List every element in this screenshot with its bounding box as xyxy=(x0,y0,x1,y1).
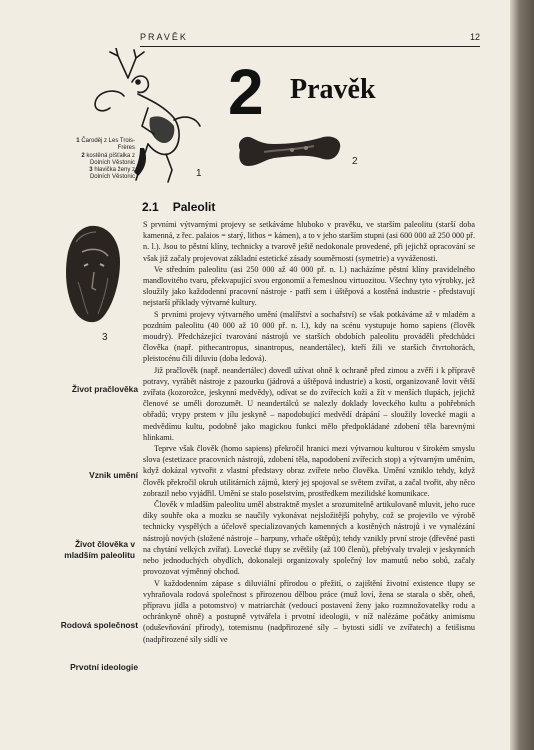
paragraph: S prvními projevy výtvarného umění (malířství a sochařství) se však potkáváme až v mladém a pozdním paleolitu (40 000 až 10 000 př. n. l.), kdy na scénu vystupuje homo sapiens (člověk moudrý). Předcházející tvarování nástrojů ve starších obdobích paleolitu prováděli předchůdci člověka (např. pithecantropus, sinantropus, neandertálec), kteří žili ve starších čtvrtohorách, pleistocénu čili diluviu (doba ledová). xyxy=(143,309,475,364)
paragraph: S prvními výtvarnými projevy se setkáváme hluboko v pravěku, ve starším paleolitu (starší doba kamenná, z řec. palaios = starý, lithos = kámen), a to v jeho starším stupni (asi 600 000 až 250 000 př. n. l.). Jsou to pěstní klíny, technicky a tvarově ještě nedokonale provedené, při jejichž opracování se však již začaly projevovat základní estetické zásady souměrnosti (symetrie) a vyváženosti. xyxy=(143,220,475,263)
page-number: 12 xyxy=(469,32,480,42)
paragraph: Již pračlověk (např. neandertálec) dovedl užívat ohně k ochraně před zimou a zvěří i k přípravě potravy, vyrábět nástroje z pazourku (jádrová a úštěpová industrie) a kostí, organizovaně lovit větší zvířata (kozorožce, jeskynní medvědy), odívat se do zvířecích koží a žít v menších tlupách, jejichž členové se uměli dorozumět. U neandertálců se nalezly doklady loveckého kultu a pohřebních obřadů; vrypy prstem v jílu jeskyně – napodobující medvědí drápání – sloužily lovecké magii a medvědímu kultu, podobně jako magickou funkci mělo předpokládané zdobení těla barevnými hlinkami. xyxy=(143,365,475,442)
figure-1-label: 1 xyxy=(196,168,202,179)
margin-heading-prvotni-ideologie: Prvotní ideologie xyxy=(70,662,138,672)
paragraph: Člověk v mladším paleolitu uměl abstraktně myslet a srozumitelně artikulovaně mluvit, jeho ruce díky souhře oka a mozku se naučily vykonávat nejsložitější pohyby, což se projevilo ve výrobě technicky vyspělých a účelově specializovaných kamenných a kostěných nástrojů i ve vynalézání nástrojů nových (složené nástroje – harpuny, vrhače oštěpů); tehdy vznikly první stroje (dřevěné pasti na chytání velkých zvířat). Lovecké tlupy se zvětšily (až 100 členů), přebývaly trvaleji v jeskynních nebo jednoduchých obydlích, dokonaleji organizovaly společný lov mamutů nebo sobů, začaly provozovat výměnný obchod. xyxy=(143,500,475,577)
caption-1: 1 Čaroděj z Les Trois-Frères xyxy=(76,138,135,152)
bone-flute-illustration xyxy=(234,128,346,176)
margin-heading-rodova-spolecnost: Rodová společnost xyxy=(60,620,138,630)
margin-heading-vznik-umeni: Vznik umění xyxy=(89,470,138,480)
margin-heading-zivot-praclovika: Život pračlověka xyxy=(71,384,138,394)
paragraph: Ve středním paleolitu (asi 250 000 až 40 000 př. n. l.) nacházíme pěstní klíny pravidelného mandlovitého tvaru, překvapující svou ergonomií a řemeslnou virtuozitou. Všechny tyto výrobky, jež sloužily jako každodenní pracovní nástroje - patří sem i úštěpová a kostěná industrie - představují nejstarší příklady výtvarné kultury. xyxy=(143,264,475,308)
figure-captions xyxy=(75,138,135,182)
section-number: 2.1 xyxy=(142,200,159,214)
chapter-number: 2 xyxy=(228,56,264,128)
paragraph: Teprve však člověk (homo sapiens) překročil hranici mezi výtvarnou kulturou v širokém smyslu slova (estetizace pracovních nástrojů, zdobení těla, napodobení zvířecích stop) a výtvarným uměním, když dokázal vytvořit z vlastní představy obraz zvířete nebo člověka. Umění vzniklo tehdy, když člověk překročil okruh utilitárních zájmů, který jej spojoval se světem zvířat, a začal tvořit, aby něco zobrazil nebo vyjádřil. Umění se stalo poselstvím, prostředkem mezilidské komunikace. xyxy=(143,444,475,498)
main-text xyxy=(143,219,475,645)
female-head-illustration xyxy=(62,222,124,326)
section-heading xyxy=(142,200,215,214)
book-page-edge xyxy=(510,0,534,750)
caption-3: 3 hlavička ženy z Dolních Věstonic xyxy=(89,167,135,181)
figure-2-label: 2 xyxy=(352,156,358,167)
paragraph: V každodenním zápase s diluviální přírodou o přežití, o zajištění životní existence tlupy se vyhraňovala rodová společnost s přirozenou dělbou práce (muž loví, žena se starala o sběr, oheň, přípravu jídla a potomstvo) v matriarchát (vedoucí postavení ženy jako rozmnožovatelky rodu a ochránkyně ohně) a postupně vytvářela i prvotní ideologii, v níž nalézáme počátky animismu (oduševňování přírody), totemismu (nadpřirozené síly – bytosti sídlí ve zvířatech) a fetišismu (nadpřirozené síly sídlí ve xyxy=(143,578,475,644)
running-header-title: PRAVĚK xyxy=(140,32,188,42)
chapter-title: Pravěk xyxy=(290,74,376,105)
section-title: Paleolit xyxy=(172,200,216,214)
margin-heading-zivot-mladsi-paleolit: Život člověka v mladším paleolitu xyxy=(64,539,135,560)
figure-3-label: 3 xyxy=(102,332,108,343)
running-header xyxy=(140,32,480,47)
caption-2: 2 kostěná píšťalka z Dolních Věstonic xyxy=(81,152,135,166)
